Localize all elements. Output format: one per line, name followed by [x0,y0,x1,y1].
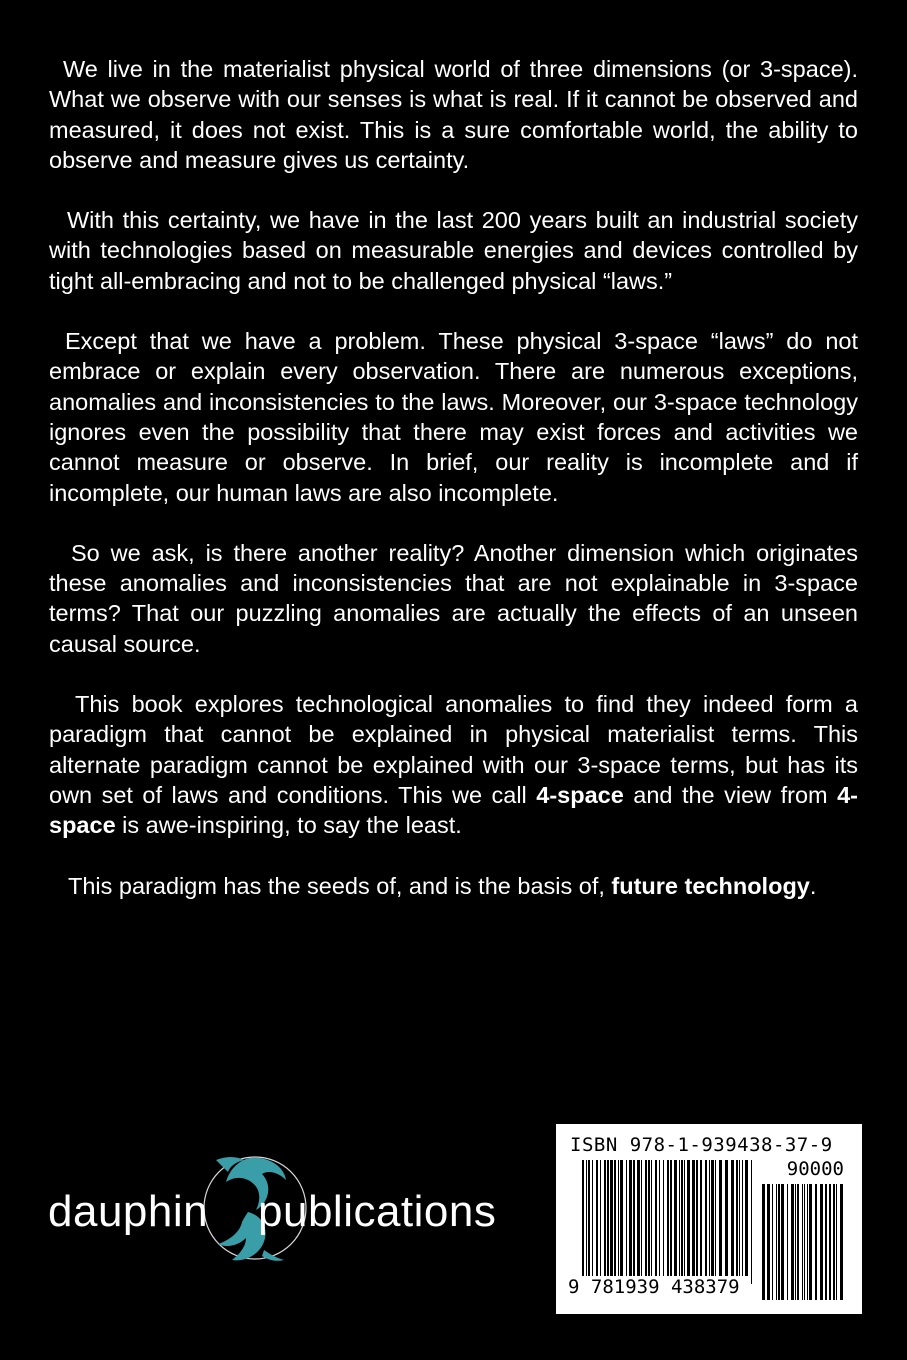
barcode-bar [736,1160,738,1276]
back-cover-blurb [49,54,858,931]
barcode-bar [582,1160,584,1284]
barcode-bar [715,1160,716,1276]
barcode-bar [762,1184,765,1300]
barcode-bar [586,1160,587,1284]
blurb-paragraph-4: So we ask, is there another reality? Another dimension which originates these anomalies and inconsistencies that are not explainable in 3-space terms? That our puzzling anomalies are actually the effects of an unseen causal source. [49,539,858,657]
barcode-bar [772,1184,773,1300]
barcode-bar [674,1160,677,1276]
barcode-bar [791,1184,794,1300]
barcode-bar [604,1160,606,1276]
barcode-bar [829,1184,831,1300]
ean-digits: 9 781939 438379 [568,1276,740,1298]
barcode-bar [679,1160,680,1276]
barcode-bar [767,1184,770,1300]
barcode-bar [731,1160,734,1276]
barcode-bar [815,1184,817,1300]
publisher-word-publications: publications [258,1187,497,1236]
barcode-bar [787,1184,788,1300]
barcode-bar [836,1184,837,1300]
barcode-bar [825,1184,827,1300]
barcode-bar [719,1160,722,1276]
barcode-bar [588,1160,590,1276]
barcode-bar [614,1160,616,1276]
barcode-bar [840,1184,843,1300]
blurb-paragraph-6: This paradigm has the seeds of, and is the basis of, future technology. [68,872,817,899]
barcode-bar [620,1160,623,1276]
barcode-bar [626,1160,627,1276]
barcode-bar [778,1184,780,1300]
barcode-bar [687,1160,690,1276]
barcode-bar [692,1160,695,1276]
barcode-bar [711,1160,714,1276]
barcode-bar [745,1160,748,1276]
barcode-bar [645,1160,647,1276]
barcode-bar [610,1160,613,1276]
barcode-bar [807,1184,808,1300]
barcode-bar [804,1184,805,1300]
barcode-bar [648,1160,650,1276]
barcode-bar [637,1160,640,1276]
barcode-bar [795,1184,796,1300]
publisher-logo [40,1150,540,1270]
barcode-bar [618,1160,619,1276]
barcode-bar [776,1184,777,1300]
barcode-bar [651,1160,652,1276]
barcode-bar [705,1160,707,1276]
barcode-bar [781,1184,784,1300]
barcode-bar [739,1160,740,1276]
blurb-paragraph-1: We live in the materialist physical world of three dimensions (or 3-space). What we observe with our senses is what is real. If it cannot be observed and measured, it does not exist. This is a sure comfortable world, the ability to observe and measure gives us certainty. [49,56,858,173]
barcode-bar [742,1160,743,1276]
barcode-bar [663,1160,664,1276]
barcode-bar [681,1160,683,1276]
barcode-bar [820,1184,823,1300]
barcode-bar [696,1160,698,1276]
emphasis-4-space: 4-space [536,781,624,808]
barcode-bar [667,1160,669,1276]
barcode-bar [592,1160,593,1276]
barcode-bar [596,1160,598,1276]
emphasis-future-technology: future technology [611,872,810,899]
barcode-bar [725,1160,728,1276]
barcode-bar [633,1160,635,1276]
barcode-bar [600,1160,601,1276]
blurb-paragraph-3: Except that we have a problem. These physical 3-space “laws” do not embrace or explain every observation. There are numerous exceptions, anomalies and inconsistencies to the laws. Moreover, our 3-space technology ignores even the possibility that there may exist forces and activities we cannot measure or observe. In brief, our reality is incomplete and if incomplete, our human laws are also incomplete. [49,328,858,506]
barcode-bar [629,1160,632,1276]
barcode-bar [802,1184,803,1300]
isbn-number: ISBN 978-1-939438-37-9 [570,1134,833,1156]
barcode-bar [809,1184,812,1300]
barcode-bar [659,1160,660,1276]
barcode-bar [709,1160,710,1276]
blurb-paragraph-5: This book explores technological anomalies to find they indeed form a paradigm that cannot be explained in physical materialist terms. This alternate paradigm cannot be explained with our 3-space terms, but has its own set of laws and conditions. This we call 4-space and the view from 4-space is awe-inspiring, to say the least. [49,691,858,839]
barcode-bar [607,1160,609,1276]
barcode-bar [751,1160,752,1284]
barcode-bar [684,1160,685,1276]
price-code: 90000 [786,1158,844,1180]
barcode-bar [641,1160,642,1276]
isbn-barcode [556,1124,862,1314]
barcode-bar [833,1184,835,1300]
barcode-bar [655,1160,657,1276]
barcode-bar [797,1184,799,1300]
blurb-paragraph-2: With this certainty, we have in the last 200 years built an industrial society with technologies based on measurable energies and devices controlled by tight all-embracing and not to be challenged physical “laws.” [49,207,858,294]
barcode-bar [670,1160,672,1276]
publisher-word-dauphin: dauphin [48,1187,209,1236]
barcode-bar [700,1160,702,1276]
emphasis-4-space: 4-space [49,781,858,839]
